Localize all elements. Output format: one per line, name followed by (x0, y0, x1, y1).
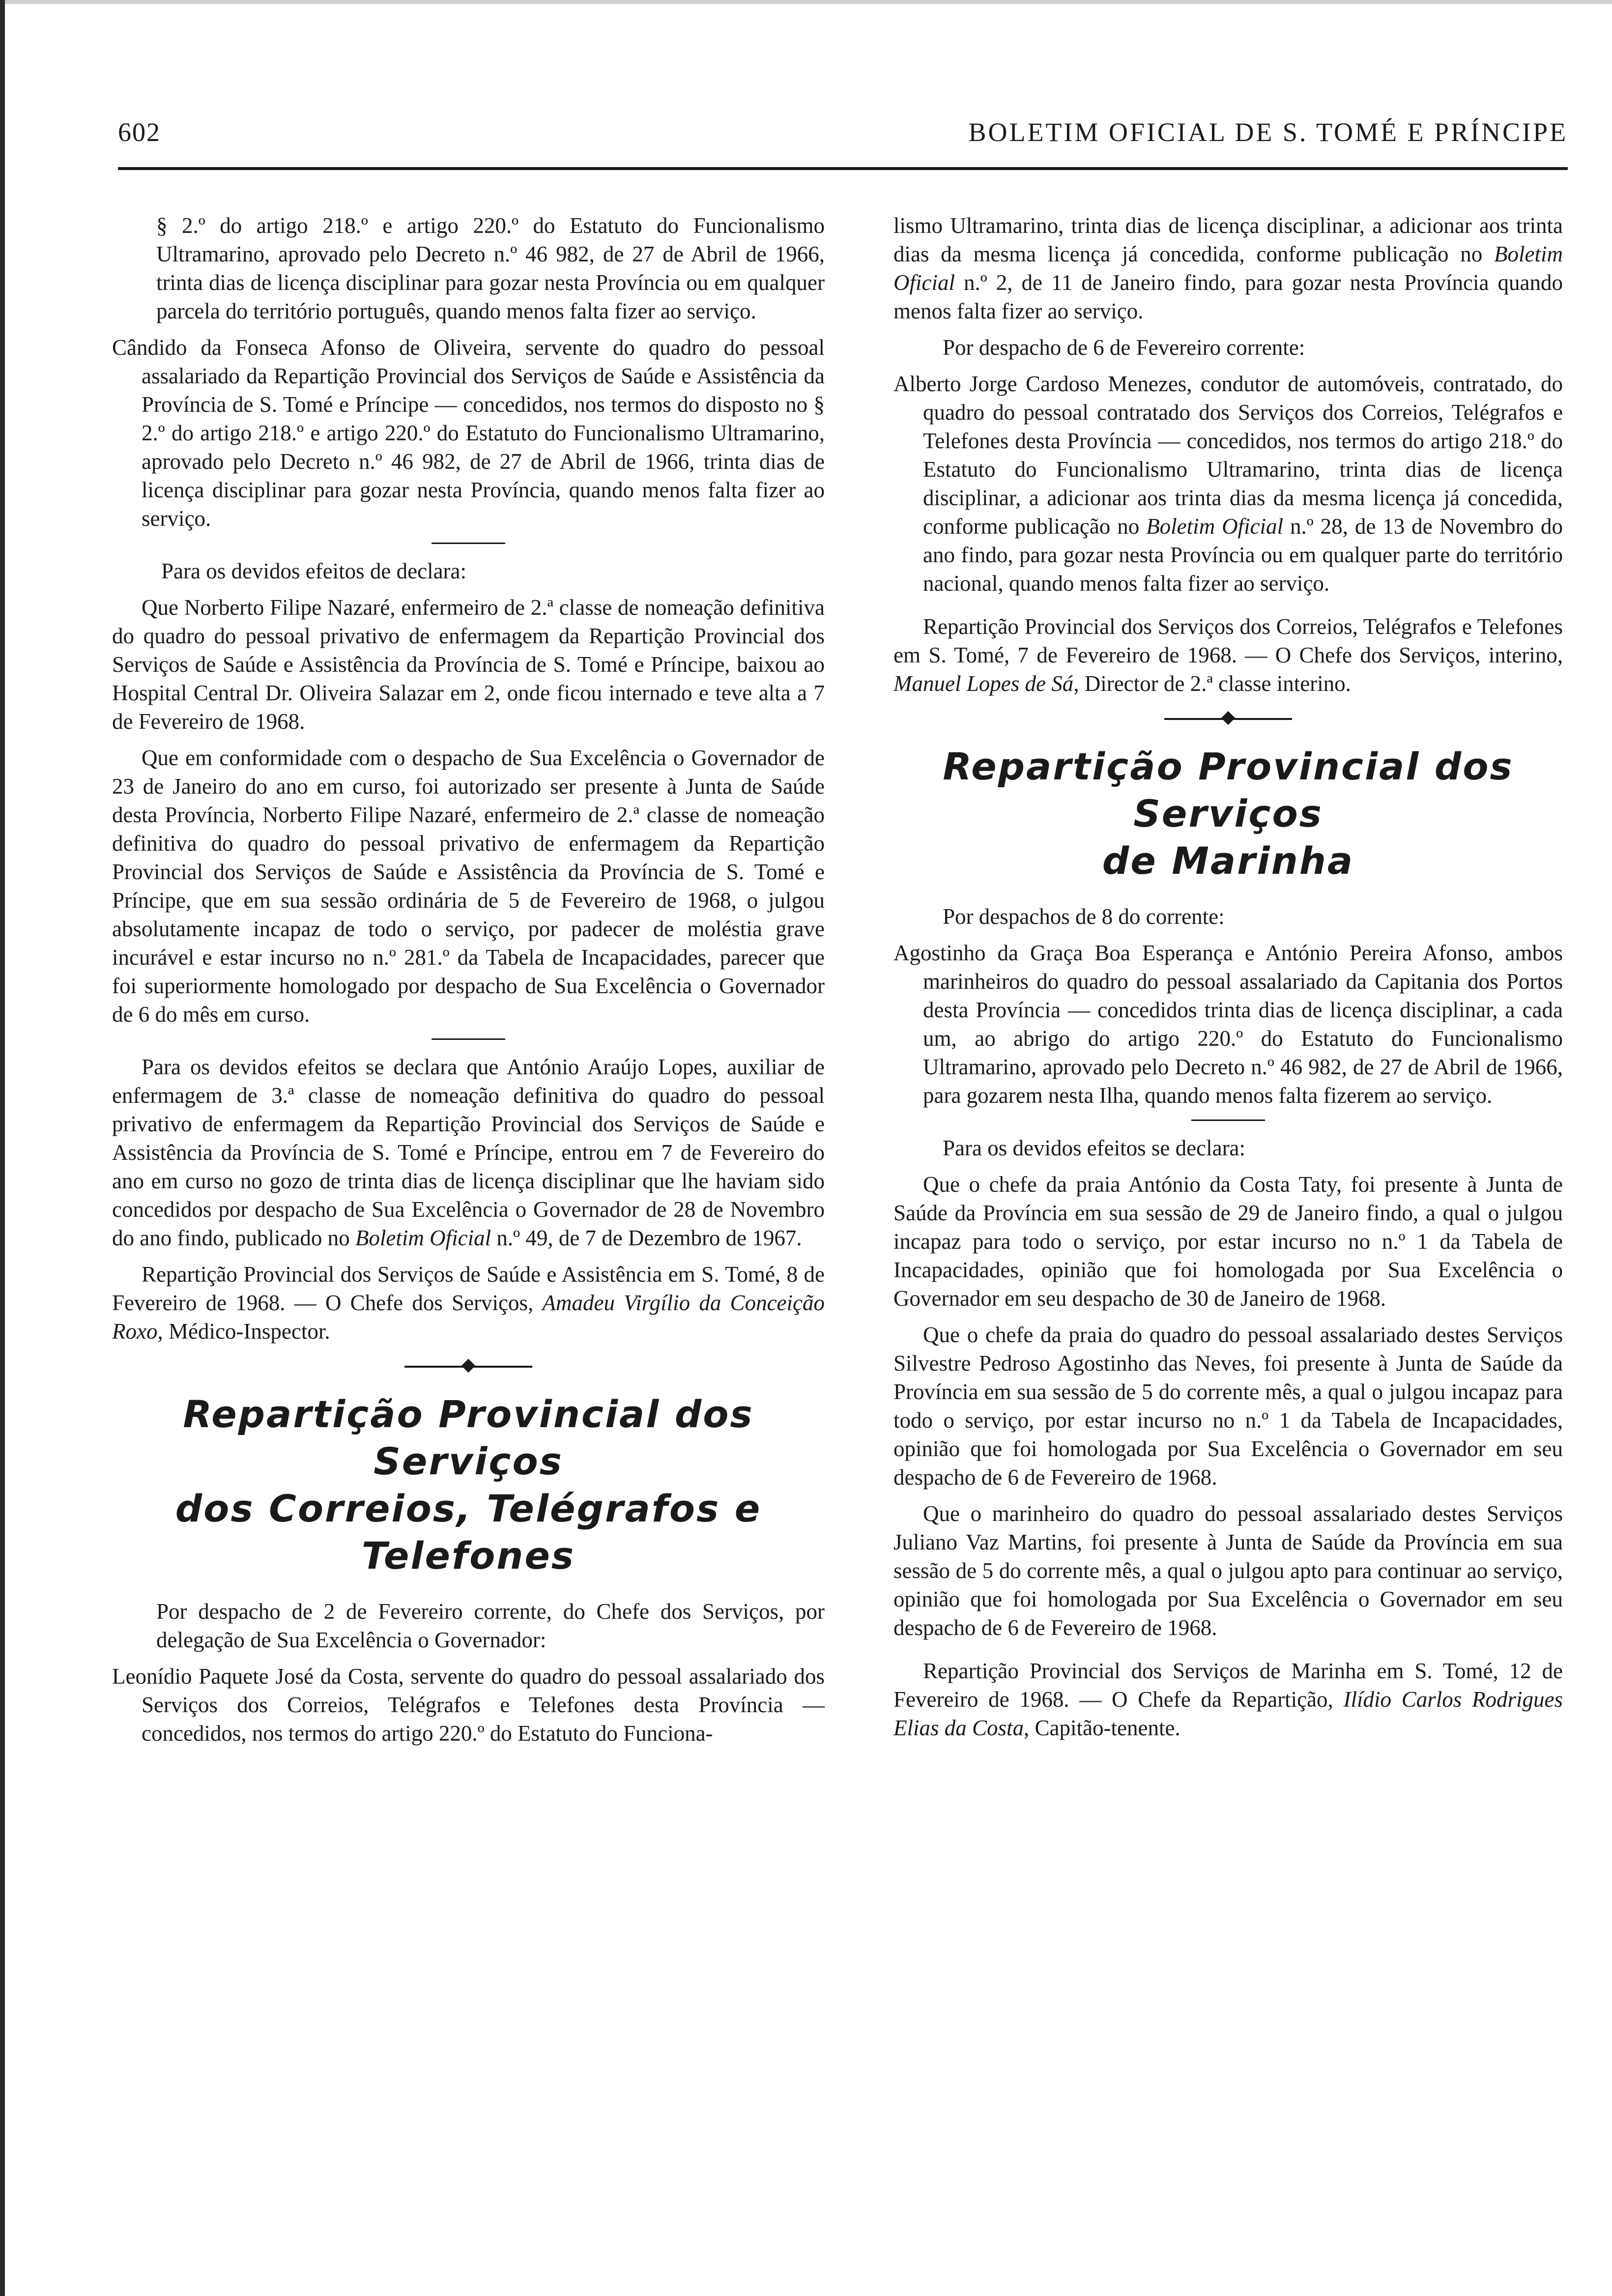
signatory-name: Manuel Lopes de Sá (893, 671, 1074, 696)
boletim-reference: Boletim Oficial (893, 242, 1563, 295)
paragraph-juliano-martins: Que o marinheiro do quadro do pessoal assalariado destes Serviços Juliano Vaz Martins, foi presente à Junta de Saúde da Província em sua sessão de 5 do corrente mês, a qual o julgou apto para continuar ao serviço, opinião que foi homologada por Sua Excelência o Governador em seu despacho de 6 de Fevereiro de 1968. (893, 1501, 1563, 1640)
section-heading-correios: Repartição Provincial dos Serviços dos Correios, Telégrafos e Telefones (175, 1392, 762, 1578)
paragraph-despacho-6-fevereiro: Por despacho de 6 de Fevereiro corrente: (943, 335, 1305, 360)
scan-edge-left (0, 0, 5, 2296)
right-column (893, 211, 1563, 1750)
paragraph-silvestre-neves: Que o chefe da praia do quadro do pessoal assalariado destes Serviços Silvestre Pedroso Agostinho das Neves, foi presente à Junta de Saúde da Província em sua sessão de 5 do corrente mês, a qual o julgou incapaz para todo o serviço, por estar incurso no n.º 1 da Tabela de Incapacidades, opinião que foi homologada por Sua Excelência o Governador em seu despacho de 6 de Fevereiro de 1968. (893, 1322, 1563, 1490)
journal-title: BOLETIM OFICIAL DE S. TOMÉ E PRÍNCIPE (968, 117, 1568, 147)
paragraph-declaration-intro-marinha: Para os devidos efeitos se declara: (943, 1136, 1246, 1160)
paragraph-signature-correios: Repartição Provincial dos Serviços dos Correios, Telégrafos e Telefones em S. Tomé, 7 de Fevereiro de 1968. — O Chefe dos Serviços, interino, Manuel Lopes de Sá, Director de 2.ª classe interino. (893, 614, 1563, 696)
short-separator (432, 543, 505, 544)
scan-edge-top (0, 0, 1612, 4)
boletim-reference: Boletim Oficial (355, 1226, 491, 1250)
short-separator (1191, 1119, 1265, 1121)
signatory-name: Amadeu Virgílio da Conceição Roxo (112, 1291, 825, 1344)
header-rule (118, 167, 1568, 170)
paragraph-norberto-junta: Que em conformidade com o despacho de Sua Excelência o Governador de 23 de Janeiro do ano em curso, foi autorizado ser presente à Junta de Saúde desta Província, Norberto Filipe Nazaré, enfermeiro de 2.ª classe de nomeação definitiva do quadro do pessoal privativo de enfermagem da Repartição Provincial dos Serviços de Saúde e Assistência da Província de S. Tomé e Príncipe, que em sua sessão ordinária de 5 de Fevereiro de 1968, o julgou absolutamente incapaz de todo o serviço, por padecer de moléstia grave incurável e estar incurso no n.º 281.º da Tabela de Incapacidades, parecer que foi superiormente homologado por despacho de Sua Excelência o Governador de 6 do mês em curso. (112, 746, 825, 1027)
paragraph-despachos-8: Por despachos de 8 do corrente: (943, 904, 1225, 929)
paragraph-leonidio-continued: lismo Ultramarino, trinta dias de licença disciplinar, a adicionar aos trinta dias da mesma licença já concedida, conforme publicação no Boletim Oficial n.º 2, de 11 de Janeiro findo, para gozar nesta Província quando menos falta fizer ao serviço. (893, 213, 1563, 323)
paragraph-candido-oliveira: Cândido da Fonseca Afonso de Oliveira, servente do quadro do pessoal assalariado da Repartição Provincial dos Serviços de Saúde e Assistência da Província de S. Tomé e Príncipe — concedidos, nos termos do disposto no § 2.º do artigo 218.º e artigo 220.º do Estatuto do Funcionalismo Ultramarino, aprovado pelo Decreto n.º 46 982, de 27 de Abril de 1966, trinta dias de licença disciplinar para gozar nesta Província, quando menos falta fizer ao serviço. (112, 335, 825, 531)
paragraph-alberto-menezes: Alberto Jorge Cardoso Menezes, condutor de automóveis, contratado, do quadro do pessoal contratado dos Serviços dos Correios, Telégrafos e Telefones desta Província — concedidos, nos termos do artigo 218.º do Estatuto do Funcionalismo Ultramarino, trinta dias de licença disciplinar, a adicionar aos trinta dias da mesma licença já concedida, conforme publicação no Boletim Oficial n.º 28, de 13 de Novembro do ano findo, para gozar nesta Província ou em qualquer parte do território nacional, quando menos falta fizer ao serviço. (893, 372, 1563, 596)
boletim-reference: Boletim Oficial (1146, 514, 1284, 539)
paragraph-antonio-taty: Que o chefe da praia António da Costa Taty, foi presente à Junta de Saúde da Província em sua sessão de 29 de Janeiro findo, a qual o julgou incapaz para todo o serviço, por estar incurso no n.º 1 da Tabela de Incapacidades, opinião que foi homologada por Sua Excelência o Governador em seu despacho de 30 de Janeiro de 1968. (893, 1172, 1563, 1311)
paragraph-despacho-2-fevereiro: Por despacho de 2 de Fevereiro corrente, do Chefe dos Serviços, por delegação de Sua Excelência o Governador: (156, 1599, 825, 1652)
section-heading-marinha: Repartição Provincial dos Serviços de Marinha (943, 745, 1514, 883)
diamond-separator (1164, 712, 1292, 726)
page-header (118, 117, 1568, 151)
paragraph-leonidio-costa: Leonídio Paquete José da Costa, servente do quadro do pessoal assalariado dos Serviços dos Correios, Telégrafos e Telefones desta Província — concedidos, nos termos do artigo 220.º do Estatuto do Funciona- (112, 1664, 825, 1746)
paragraph-signature-saude: Repartição Provincial dos Serviços de Saúde e Assistência em S. Tomé, 8 de Fevereiro de 1968. — O Chefe dos Serviços, Amadeu Virgílio da Conceição Roxo, Médico-Inspector. (112, 1262, 825, 1344)
paragraph-continued-article: § 2.º do artigo 218.º e artigo 220.º do Estatuto do Funcionalismo Ultramarino, aprovado pelo Decreto n.º 46 982, de 27 de Abril de 1966, trinta dias de licença disciplinar para gozar nesta Província ou em qualquer parcela do território português, quando menos falta fizer ao serviço. (156, 213, 825, 323)
page-number: 602 (118, 117, 161, 147)
paragraph-agostinho-antonio: Agostinho da Graça Boa Esperança e António Pereira Afonso, ambos marinheiros do quadro do pessoal assalariado da Capitania dos Portos desta Província — concedidos trinta dias de licença disciplinar, a cada um, ao abrigo do artigo 220.º do Estatuto do Funcionalismo Ultramarino, aprovado pelo Decreto n.º 46 982, de 27 de Abril de 1966, para gozarem nesta Ilha, quando menos falta fizerem ao serviço. (893, 941, 1563, 1108)
left-column (112, 211, 825, 1755)
paragraph-declaration-intro: Para os devidos efeitos de declara: (161, 559, 467, 583)
paragraph-signature-marinha: Repartição Provincial dos Serviços de Marinha em S. Tomé, 12 de Fevereiro de 1968. — O Chefe da Repartição, Ilídio Carlos Rodrigues Elias da Costa, Capitão-tenente. (893, 1659, 1563, 1740)
paragraph-antonio-lopes: Para os devidos efeitos se declara que António Araújo Lopes, auxiliar de enfermagem de 3.ª classe de nomeação definitiva do quadro do pessoal privativo de enfermagem da Repartição Provincial dos Serviços de Saúde e Assistência da Província de S. Tomé e Príncipe, entrou em 7 de Fevereiro do ano em curso no gozo de trinta dias de licença disciplinar que lhe haviam sido concedidos por despacho de Sua Excelência o Governador de 28 de Novembro do ano findo, publicado no Boletim Oficial n.º 49, de 7 de Dezembro de 1967. (112, 1055, 825, 1250)
diamond-separator (404, 1359, 532, 1374)
short-separator (432, 1038, 505, 1040)
signatory-name: Ilídio Carlos Rodrigues Elias da Costa (893, 1687, 1563, 1740)
paragraph-norberto-hospital: Que Norberto Filipe Nazaré, enfermeiro de 2.ª classe de nomeação definitiva do quadro do pessoal privativo de enfermagem da Repartição Provincial dos Serviços de Saúde e Assistência da Província de S. Tomé e Príncipe, baixou ao Hospital Central Dr. Oliveira Salazar em 2, onde ficou internado e teve alta a 7 de Fevereiro de 1968. (112, 595, 825, 734)
